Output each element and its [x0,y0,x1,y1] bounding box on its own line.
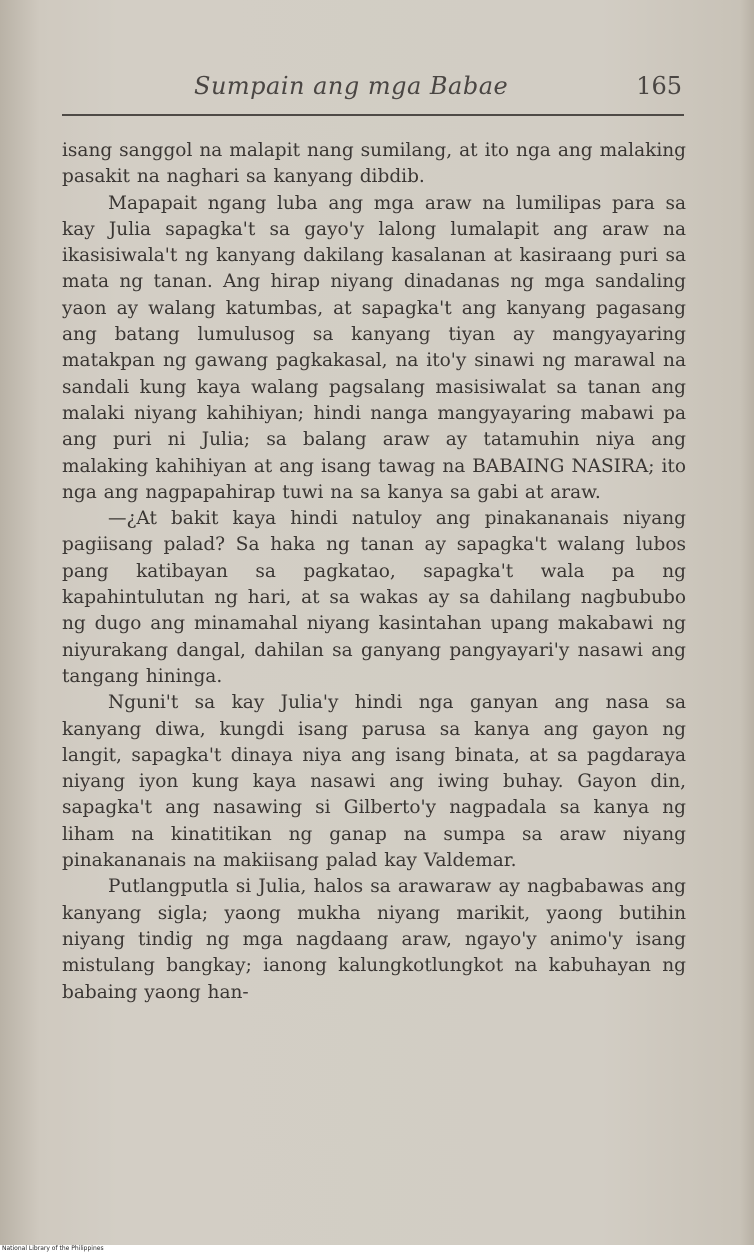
paragraph: Putlangputla si Julia, halos sa arawaraw ay nagbabawas ang kanyang sigla; yaong mukha niyang marikit, yaong butihin niyang tindig ng mga nagdaang araw, ngayo'y animo'y isang mistulang bangkay; ianong kalungkotlungkot na kabuhayan ng babaing yaong han- [62,876,686,1003]
header-rule [62,114,684,116]
body-text [62,138,686,1006]
scan-credit-footer [0,1245,754,1253]
running-title: Sumpain ang mga Babae [194,72,509,100]
page-number: 165 [636,72,682,100]
page-header [62,70,684,110]
paragraph: isang sanggol na malapit nang sumilang, at ito nga ang malaking pasakit na naghari sa kanyang dibdib. [62,140,686,188]
paragraph: Mapapait ngang luba ang mga araw na lumilipas para sa kay Julia sapagka't sa gayo'y lalong lumalapit ang araw na ikasisiwala't ng kanyang dakilang kasalanan at kasiraang puri sa mata ng tanan. Ang hirap niyang dinadanas ng mga sandaling yaon ay walang katumbas, at sapagka't ang kanyang pagasang ang batang lumulusog sa kanyang tiyan ay mangyayaring matakpan ng gawang pagkakasal, na ito'y sinawi ng marawal na sandali kung kaya walang pagsalang masisiwalat sa tanan ang malaki niyang kahihiyan; hindi nanga mangyayaring mabawi pa ang puri ni Julia; sa balang araw ay tatamuhin niya ang malaking kahihiyan at ang isang tawag na BABAING NASIRA; ito nga ang nagpapahirap tuwi na sa kanya sa gabi at araw. [62,192,686,503]
paragraph: Nguni't sa kay Julia'y hindi nga ganyan ang nasa sa kanyang diwa, kungdi isang parusa sa kanya ang gayon ng langit, sapagka't dinaya niya ang isang binata, at sa pagdaraya niyang iyon kung kaya nasawi ang iwing buhay. Gayon din, sapagka't ang nasawing si Gilberto'y nagpadala sa kanya ng liham na kinatitikan ng ganap na sumpa sa araw niyang pinakananais na makiisang palad kay Valdemar. [62,692,686,872]
library-credit: National Library of the Philippines [2,1245,104,1252]
paragraph: —¿At bakit kaya hindi natuloy ang pinakananais niyang pagiisang palad? Sa haka ng tanan ay sapagka't walang lubos pang katibayan sa pagkatao, sapagka't wala pa ng kapahintulutan ng hari, at sa wakas ay sa dahilang nagbububo ng dugo ang minamahal niyang kasintahan upang makabawi ng niyurakang dangal, dahilan sa ganyang pangyayari'y nasawi ang tangang hininga. [62,508,686,687]
